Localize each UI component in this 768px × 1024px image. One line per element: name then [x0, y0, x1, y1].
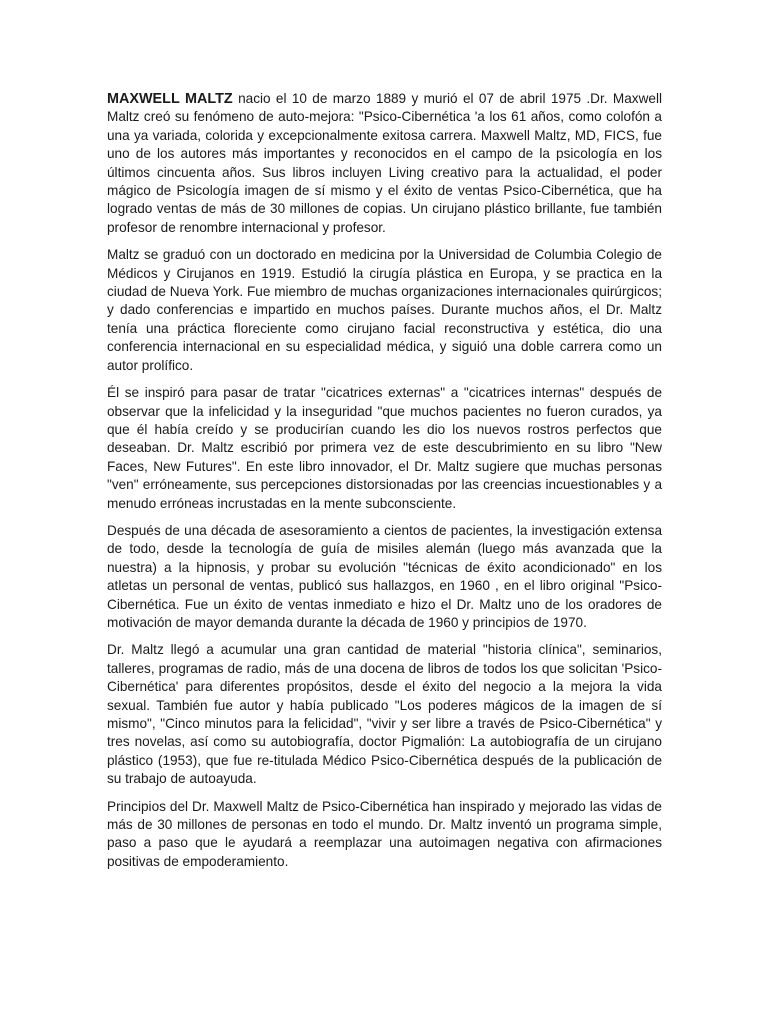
paragraph-research: Después de una década de asesoramiento a cientos de pacientes, la investigación extensa de todo, desde la tecnología de guía de misiles alemán (luego más avanzada que la nuestra) a la hipnosis, y probar su evolución "técnicas de éxito acondicionado" en los atletas un personal de ventas, publicó sus hallazgos, en 1960 , en el libro original "Psico-Cibernética. Fue un éxito de ventas inmediato e hizo el Dr. Maltz uno de los oradores de motivación de mayor demanda durante la década de 1960 y principios de 1970. [107, 522, 662, 630]
paragraph-education: Maltz se graduó con un doctorado en medicina por la Universidad de Columbia Colegio de Médicos y Cirujanos en 1919. Estudió la cirugía plástica en Europa, y se practica en la ciudad de Nueva York. Fue miembro de muchas organizaciones internacionales quirúrgicos; y dado conferencias e impartido en muchos países. Durante muchos años, el Dr. Maltz tenía una práctica floreciente como cirujano facial reconstructiva y estética, dio una conferencia internacional en su especialidad médica, y siguió una doble carrera como un autor prolífico. [107, 247, 662, 373]
paragraph-intro [107, 90, 662, 237]
author-name: MAXWELL MALTZ [107, 91, 233, 107]
document-page [107, 90, 662, 880]
paragraph-intro-text: nacio el 10 de marzo 1889 y murió el 07 de abril 1975 .Dr. Maxwell Maltz creó su fenómeno de auto-mejora: "Psico-Cibernética 'a los 61 años, como colofón a una ya variada, colorida y excepcionalmente exitosa carrera. Maxwell Maltz, MD, FICS, fue uno de los autores más importantes y reconocidos en el campo de la psicología en los últimos cincuenta años. Sus libros incluyen Living creativo para la actualidad, el poder mágico de Psicología imagen de sí mismo y el éxito de ventas Psico-Cibernética, que ha logrado ventas de más de 30 millones de copias. Un cirujano plástico brillante, fue también profesor de renombre internacional y profesor. [107, 91, 662, 235]
paragraph-principles: Principios del Dr. Maxwell Maltz de Psico-Cibernética han inspirado y mejorado las vidas de más de 30 millones de personas en todo el mundo. Dr. Maltz inventó un programa simple, paso a paso que le ayudará a reemplazar una autoimagen negativa con afirmaciones positivas de empoderamiento. [107, 798, 662, 869]
paragraph-publications: Dr. Maltz llegó a acumular una gran cantidad de material "historia clínica", seminarios, talleres, programas de radio, más de una docena de libros de todos los que solicitan 'Psico-Cibernética' para diferentes propósitos, desde el éxito del negocio a la mejora la vida sexual. También fue autor y había publicado "Los poderes mágicos de la imagen de sí mismo", "Cinco minutos para la felicidad", "vivir y ser libre a través de Psico-Cibernética" y tres novelas, así como su autobiografía, doctor Pigmalión: La autobiografía de un cirujano plástico (1953), que fue re-titulada Médico Psico-Cibernética después de la publicación de su trabajo de autoayuda. [107, 642, 662, 787]
paragraph-inspiration: Él se inspiró para pasar de tratar "cicatrices externas" a "cicatrices internas" después de observar que la infelicidad y la inseguridad "que muchos pacientes no fueron curados, ya que él había creído y se producirían cuando les dio los nuevos rostros perfectos que deseaban. Dr. Maltz escribió por primera vez de este descubrimiento en su libro "New Faces, New Futures". En este libro innovador, el Dr. Maltz sugiere que muchas personas "ven" erróneamente, sus percepciones distorsionadas por las creencias incuestionables y a menudo erróneas incrustadas en la mente subconsciente. [107, 385, 662, 511]
